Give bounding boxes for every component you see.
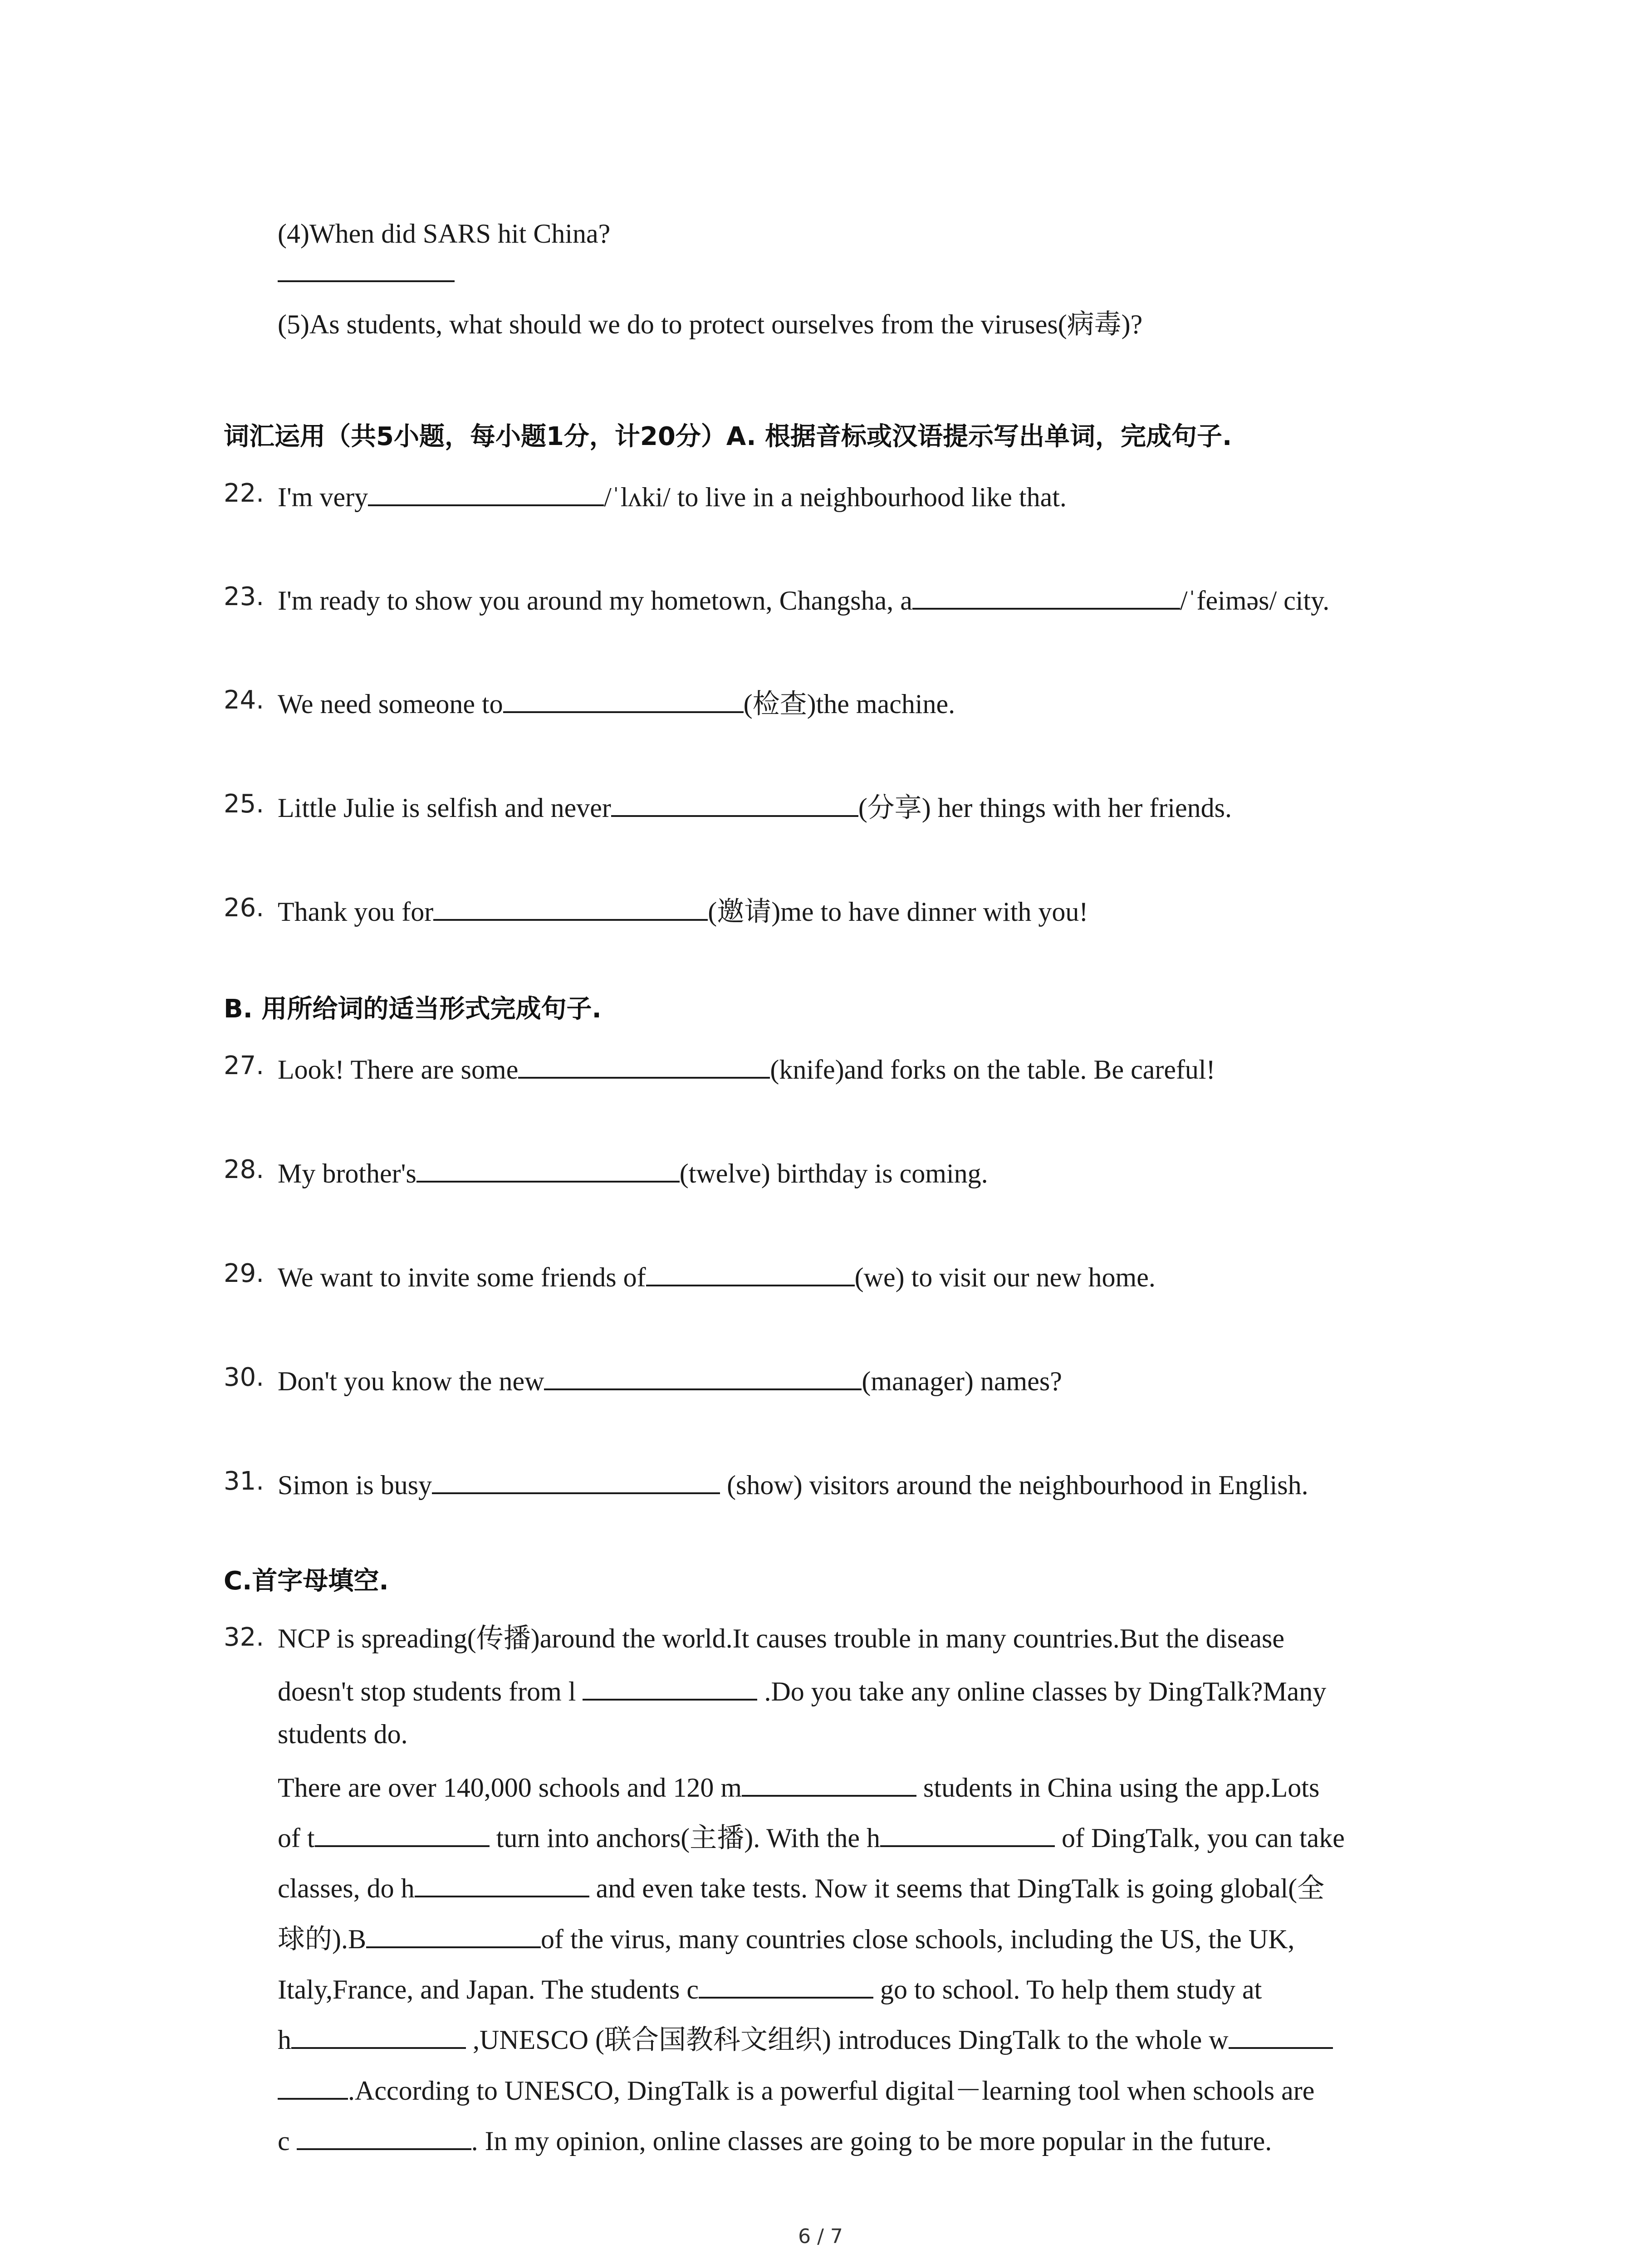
passage-text: .According to UNESCO, DingTalk is a powerful digital－learning tool when schools are <box>348 2076 1315 2106</box>
passage-text: 球的).B <box>278 1924 366 1954</box>
item-number: 31. <box>224 1466 265 1496</box>
question-text: (twelve) birthday is coming. <box>679 1158 988 1188</box>
item-number: 30. <box>224 1363 265 1392</box>
question-4: (4)When did SARS hit China? <box>278 219 611 249</box>
answer-blank[interactable] <box>291 2024 466 2049</box>
answer-blank-26[interactable] <box>433 895 708 921</box>
answer-blank[interactable] <box>415 1872 589 1897</box>
passage-line-8 <box>278 1973 1262 2003</box>
vocab-heading: 词汇运用（共5小题，每小题1分，计20分）A. 根据音标或汉语提示写出单词，完成句子. <box>224 422 1232 451</box>
item-number: 29. <box>224 1259 265 1288</box>
passage-text: go to school. To help them study at <box>873 1975 1262 2004</box>
question-28 <box>278 1157 988 1187</box>
answer-blank-29[interactable] <box>646 1261 855 1286</box>
passage-text: c <box>278 2126 297 2156</box>
passage-line-4 <box>278 1771 1319 1801</box>
question-text: (show) visitors around the neighbourhood in English. <box>720 1470 1308 1500</box>
answer-blank[interactable] <box>699 1973 873 1999</box>
passage-text: classes, do h <box>278 1873 415 1903</box>
passage-line-5 <box>278 1822 1345 1852</box>
item-number: 32. <box>224 1623 265 1652</box>
question-text: (邀请)me to have dinner with you! <box>708 897 1088 927</box>
passage-line-9 <box>278 2024 1333 2053</box>
answer-blank-31[interactable] <box>432 1469 720 1494</box>
passage-text: . In my opinion, online classes are going to be more popular in the future. <box>471 2126 1272 2156</box>
question-text: Don't you know the new <box>278 1366 544 1396</box>
answer-blank-23[interactable] <box>912 584 1180 610</box>
answer-blank[interactable] <box>742 1771 916 1797</box>
passage-text: students in China using the app.Lots <box>916 1773 1320 1803</box>
answer-blank-28[interactable] <box>416 1157 680 1183</box>
question-text: /ˈlʌki/ to live in a neighbourhood like that. <box>604 482 1067 512</box>
question-text: (we) to visit our new home. <box>854 1262 1156 1292</box>
passage-text: of the virus, many countries close schools, including the US, the UK, <box>541 1924 1295 1954</box>
passage-line-7 <box>278 1923 1294 1953</box>
question-text: /ˈfeiməs/ city. <box>1180 586 1330 616</box>
question-text: We want to invite some friends of <box>278 1262 646 1292</box>
question-text: I'm very <box>278 482 368 512</box>
item-number: 24. <box>224 685 265 715</box>
answer-blank-24[interactable] <box>503 688 744 713</box>
passage-text: of t <box>278 1823 315 1853</box>
answer-blank[interactable] <box>366 1923 541 1948</box>
question-text: My brother's <box>278 1158 416 1188</box>
passage-text: of DingTalk, you can take <box>1054 1823 1345 1853</box>
item-number: 28. <box>224 1155 265 1184</box>
answer-blank[interactable] <box>583 1675 757 1701</box>
question-text: I'm ready to show you around my hometown, Changsha, a <box>278 586 912 616</box>
question-27 <box>278 1053 1215 1083</box>
question-29 <box>278 1261 1156 1291</box>
answer-blank-4[interactable] <box>278 280 455 282</box>
item-number: 27. <box>224 1051 265 1080</box>
passage-line-10 <box>278 2074 1314 2104</box>
answer-blank[interactable] <box>297 2125 471 2150</box>
passage-line-3: students do. <box>278 1719 408 1749</box>
part-c-heading: C.首字母填空. <box>224 1566 389 1596</box>
question-text: (检查)the machine. <box>743 689 955 719</box>
page-number: 6 / 7 <box>798 2225 843 2248</box>
question-30 <box>278 1365 1062 1395</box>
question-text: (manager) names? <box>862 1366 1062 1396</box>
answer-blank-27[interactable] <box>518 1053 770 1079</box>
question-text: Thank you for <box>278 897 434 927</box>
passage-text: h <box>278 2025 291 2055</box>
answer-blank-30[interactable] <box>544 1365 862 1390</box>
question-23 <box>278 584 1329 614</box>
item-number: 22. <box>224 479 265 508</box>
answer-blank[interactable] <box>1229 2024 1333 2049</box>
passage-text: doesn't stop students from l <box>278 1677 583 1706</box>
question-text: (knife)and forks on the table. Be careful! <box>770 1055 1215 1085</box>
passage-text: There are over 140,000 schools and 120 m <box>278 1773 742 1803</box>
passage-text: ,UNESCO (联合国教科文组织) introduces DingTalk to the whole w <box>466 2025 1229 2055</box>
part-b-heading: B. 用所给词的适当形式完成句子. <box>224 994 602 1024</box>
passage-text: Italy,France, and Japan. The students c <box>278 1975 699 2004</box>
answer-blank[interactable] <box>278 2074 348 2100</box>
question-text: Simon is busy <box>278 1470 432 1500</box>
passage-text: and even take tests. Now it seems that DingTalk is going global(全 <box>589 1873 1325 1903</box>
question-text: We need someone to <box>278 689 503 719</box>
answer-blank[interactable] <box>315 1822 490 1847</box>
passage-line-11 <box>278 2125 1272 2155</box>
question-26 <box>278 895 1088 925</box>
question-24 <box>278 688 955 718</box>
answer-blank-25[interactable] <box>611 792 858 817</box>
passage-line-2 <box>278 1675 1326 1705</box>
item-number: 23. <box>224 582 265 611</box>
question-22 <box>278 481 1067 511</box>
question-5: (5)As students, what should we do to protect ourselves from the viruses(病毒)? <box>278 309 1143 339</box>
passage-text: .Do you take any online classes by DingTalk?Many <box>757 1677 1327 1706</box>
passage-line-6 <box>278 1872 1324 1902</box>
answer-blank-22[interactable] <box>368 481 604 506</box>
question-25 <box>278 792 1232 821</box>
question-text: Little Julie is selfish and never <box>278 793 611 823</box>
question-text: (分享) her things with her friends. <box>858 793 1232 823</box>
answer-blank[interactable] <box>880 1822 1055 1847</box>
item-number: 26. <box>224 893 265 923</box>
passage-text: turn into anchors(主播). With the h <box>489 1823 880 1853</box>
passage-line-1: NCP is spreading(传播)around the world.It causes trouble in many countries.But the disease <box>278 1623 1284 1653</box>
question-text: Look! There are some <box>278 1055 519 1085</box>
item-number: 25. <box>224 789 265 819</box>
question-31 <box>278 1469 1308 1499</box>
